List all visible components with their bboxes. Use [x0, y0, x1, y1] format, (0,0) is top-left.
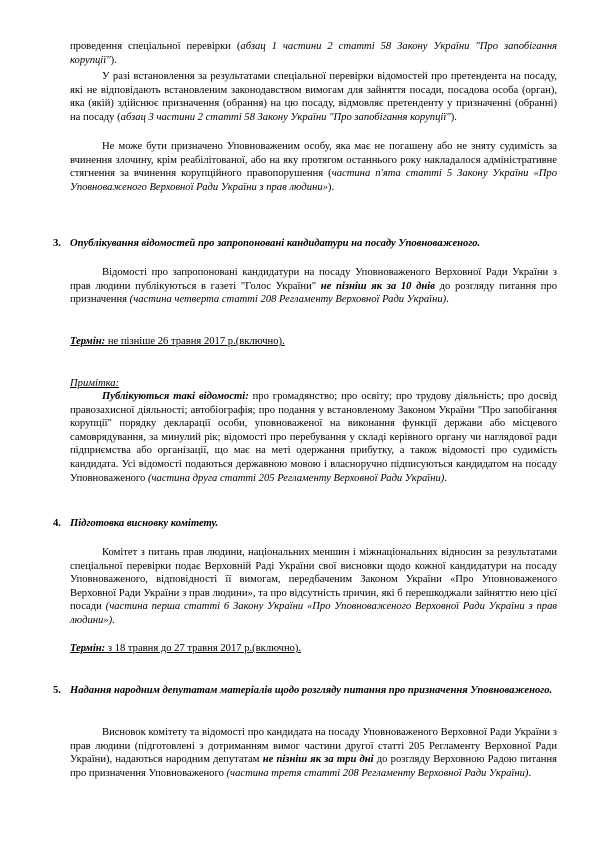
- paragraph-note: [70, 390, 557, 485]
- deadline-emphasis: не пізніш як за три дні: [262, 754, 374, 766]
- law-reference: абзац 3 частини 2 статті 58 Закону України "Про запобігання корупції": [120, 111, 451, 123]
- text: ).: [110, 54, 117, 66]
- note-lead: Публікуються такі відомості:: [102, 391, 249, 402]
- law-reference: (частина друга статті 205 Регламенту Верховної Ради України): [147, 472, 445, 484]
- text: ).: [450, 111, 457, 123]
- section-5-heading: [53, 684, 557, 698]
- deadline-emphasis: не пізніш як за 10 днів: [320, 280, 435, 292]
- paragraph-refusal: [70, 70, 557, 124]
- law-reference: абзац 1 частини 2 статті 58 Закону України "Про запобігання корупції": [70, 41, 558, 66]
- term-value: з 18 травня до 27 травня 2017 р.(включно).: [105, 643, 302, 654]
- text: .: [528, 767, 532, 779]
- paragraph-materials-to-deputies: [70, 726, 557, 780]
- section-title: Опублікування відомостей про запропоновані кандидатури на посаду Уповноваженого.: [70, 238, 481, 249]
- text: Відомості про запропоновані кандидатури на посаду Уповноваженого Верховної Ради України з прав людини публікуються в газеті "Голос України": [70, 267, 557, 292]
- text: Комітет з питань прав людини, національних меншин і міжнаціональних відносин за результатами спеціальної перевірки подає Верховній Раді України свої висновки щодо кожної кандидатури на посаду Уповноваженого, відповідності її вимогам, передбаченим Законом України «Про Уповноваженого Верховної Ради України з прав людини», та про відсутність причин, які б перешкоджали зайняттю нею цієї посади: [70, 547, 557, 613]
- section-number: 3.: [53, 238, 61, 249]
- term-label: Термін:: [70, 336, 106, 347]
- note-label-line: [70, 377, 557, 391]
- term-2: [70, 642, 557, 656]
- text: .: [446, 294, 449, 306]
- section-3-heading: [53, 237, 557, 251]
- note-label: Примітка:: [70, 378, 120, 389]
- text: ).: [327, 181, 335, 193]
- section-title: Надання народним депутатам матеріалів щодо розгляду питання про призначення Уповноваженого.: [70, 685, 553, 696]
- text: до розгляду питання про призначення: [70, 280, 557, 306]
- text: .: [112, 614, 115, 626]
- text: проведення спеціальної перевірки (: [70, 41, 241, 52]
- law-reference: (частина третя статті 208 Регламенту Верховної Ради України): [226, 767, 529, 779]
- section-4-heading: [53, 517, 557, 531]
- paragraph-special-check-ref: [70, 40, 557, 67]
- text: У разі встановлення за результатами спеціальної перевірки відомостей про претендента на посаду, які не відповідають встановленим законодавством вимогам для зайняття посади, посадова особа (орган), яка (якій) здійснює призначення (обрання) на цю посаду, відмовляє претенденту у призначенні (обранні) на посаду (: [70, 71, 557, 123]
- text: Висновок комітету та відомості про кандидата на посаду Уповноваженого Верховної Ради України з прав людини (підготовлені з дотриманням вимог частини другої статті 205 Регламенту Верховної Ради України), надаються народним депутатам: [70, 727, 557, 766]
- paragraph-committee-conclusion: [70, 546, 557, 628]
- term-label: Термін:: [70, 643, 106, 654]
- text: .: [444, 472, 447, 484]
- paragraph-criminal-record: [70, 140, 557, 194]
- term-value: не пізніше 26 травня 2017 р.(включно).: [105, 336, 285, 347]
- law-reference: частина п'ята статті 5 Закону України «Про Уповноваженого Верховної Ради України з прав людини»: [70, 168, 557, 193]
- section-number: 4.: [53, 518, 61, 529]
- text: до розгляду Верховною Радою питання про призначення Уповноваженого: [70, 754, 557, 779]
- paragraph-publication: [70, 266, 557, 307]
- text: про громадянство; про освіту; про трудову діяльність; про досвід правозахисної діяльності; автобіографія; про подання у встановленому Законом України "Про запобігання корупції" порядку декларації особи, уповноваженої на виконання функції держави або місцевого самоврядування, за минулий рік; відомості про перебування у складі керівного органу чи наглядової ради підприємства або організації, що має на меті одержання прибутку, а також відомості про судимість кандидата. Усі відомості подаються державною мовою і власноручно підписуються кандидатом на посаду Уповноваженого: [70, 391, 557, 484]
- section-number: 5.: [53, 685, 61, 696]
- section-title: Підготовка висновку комітету.: [70, 518, 219, 529]
- text: Не може бути призначено Уповноваженим особу, яка має не погашену або не зняту судимість за вчинення злочину, крім реабілітованої, або на яку протягом останнього року накладалося адміністративне стягнення за вчинення корупційного правопорушення (: [70, 141, 557, 180]
- law-reference: (частина перша статті 6 Закону України «Про Уповноваженого Верховної Ради України з прав людини»): [70, 601, 557, 626]
- law-reference: (частина четверта статті 208 Регламенту Верховної Ради України): [129, 294, 447, 306]
- term-1: [70, 335, 557, 349]
